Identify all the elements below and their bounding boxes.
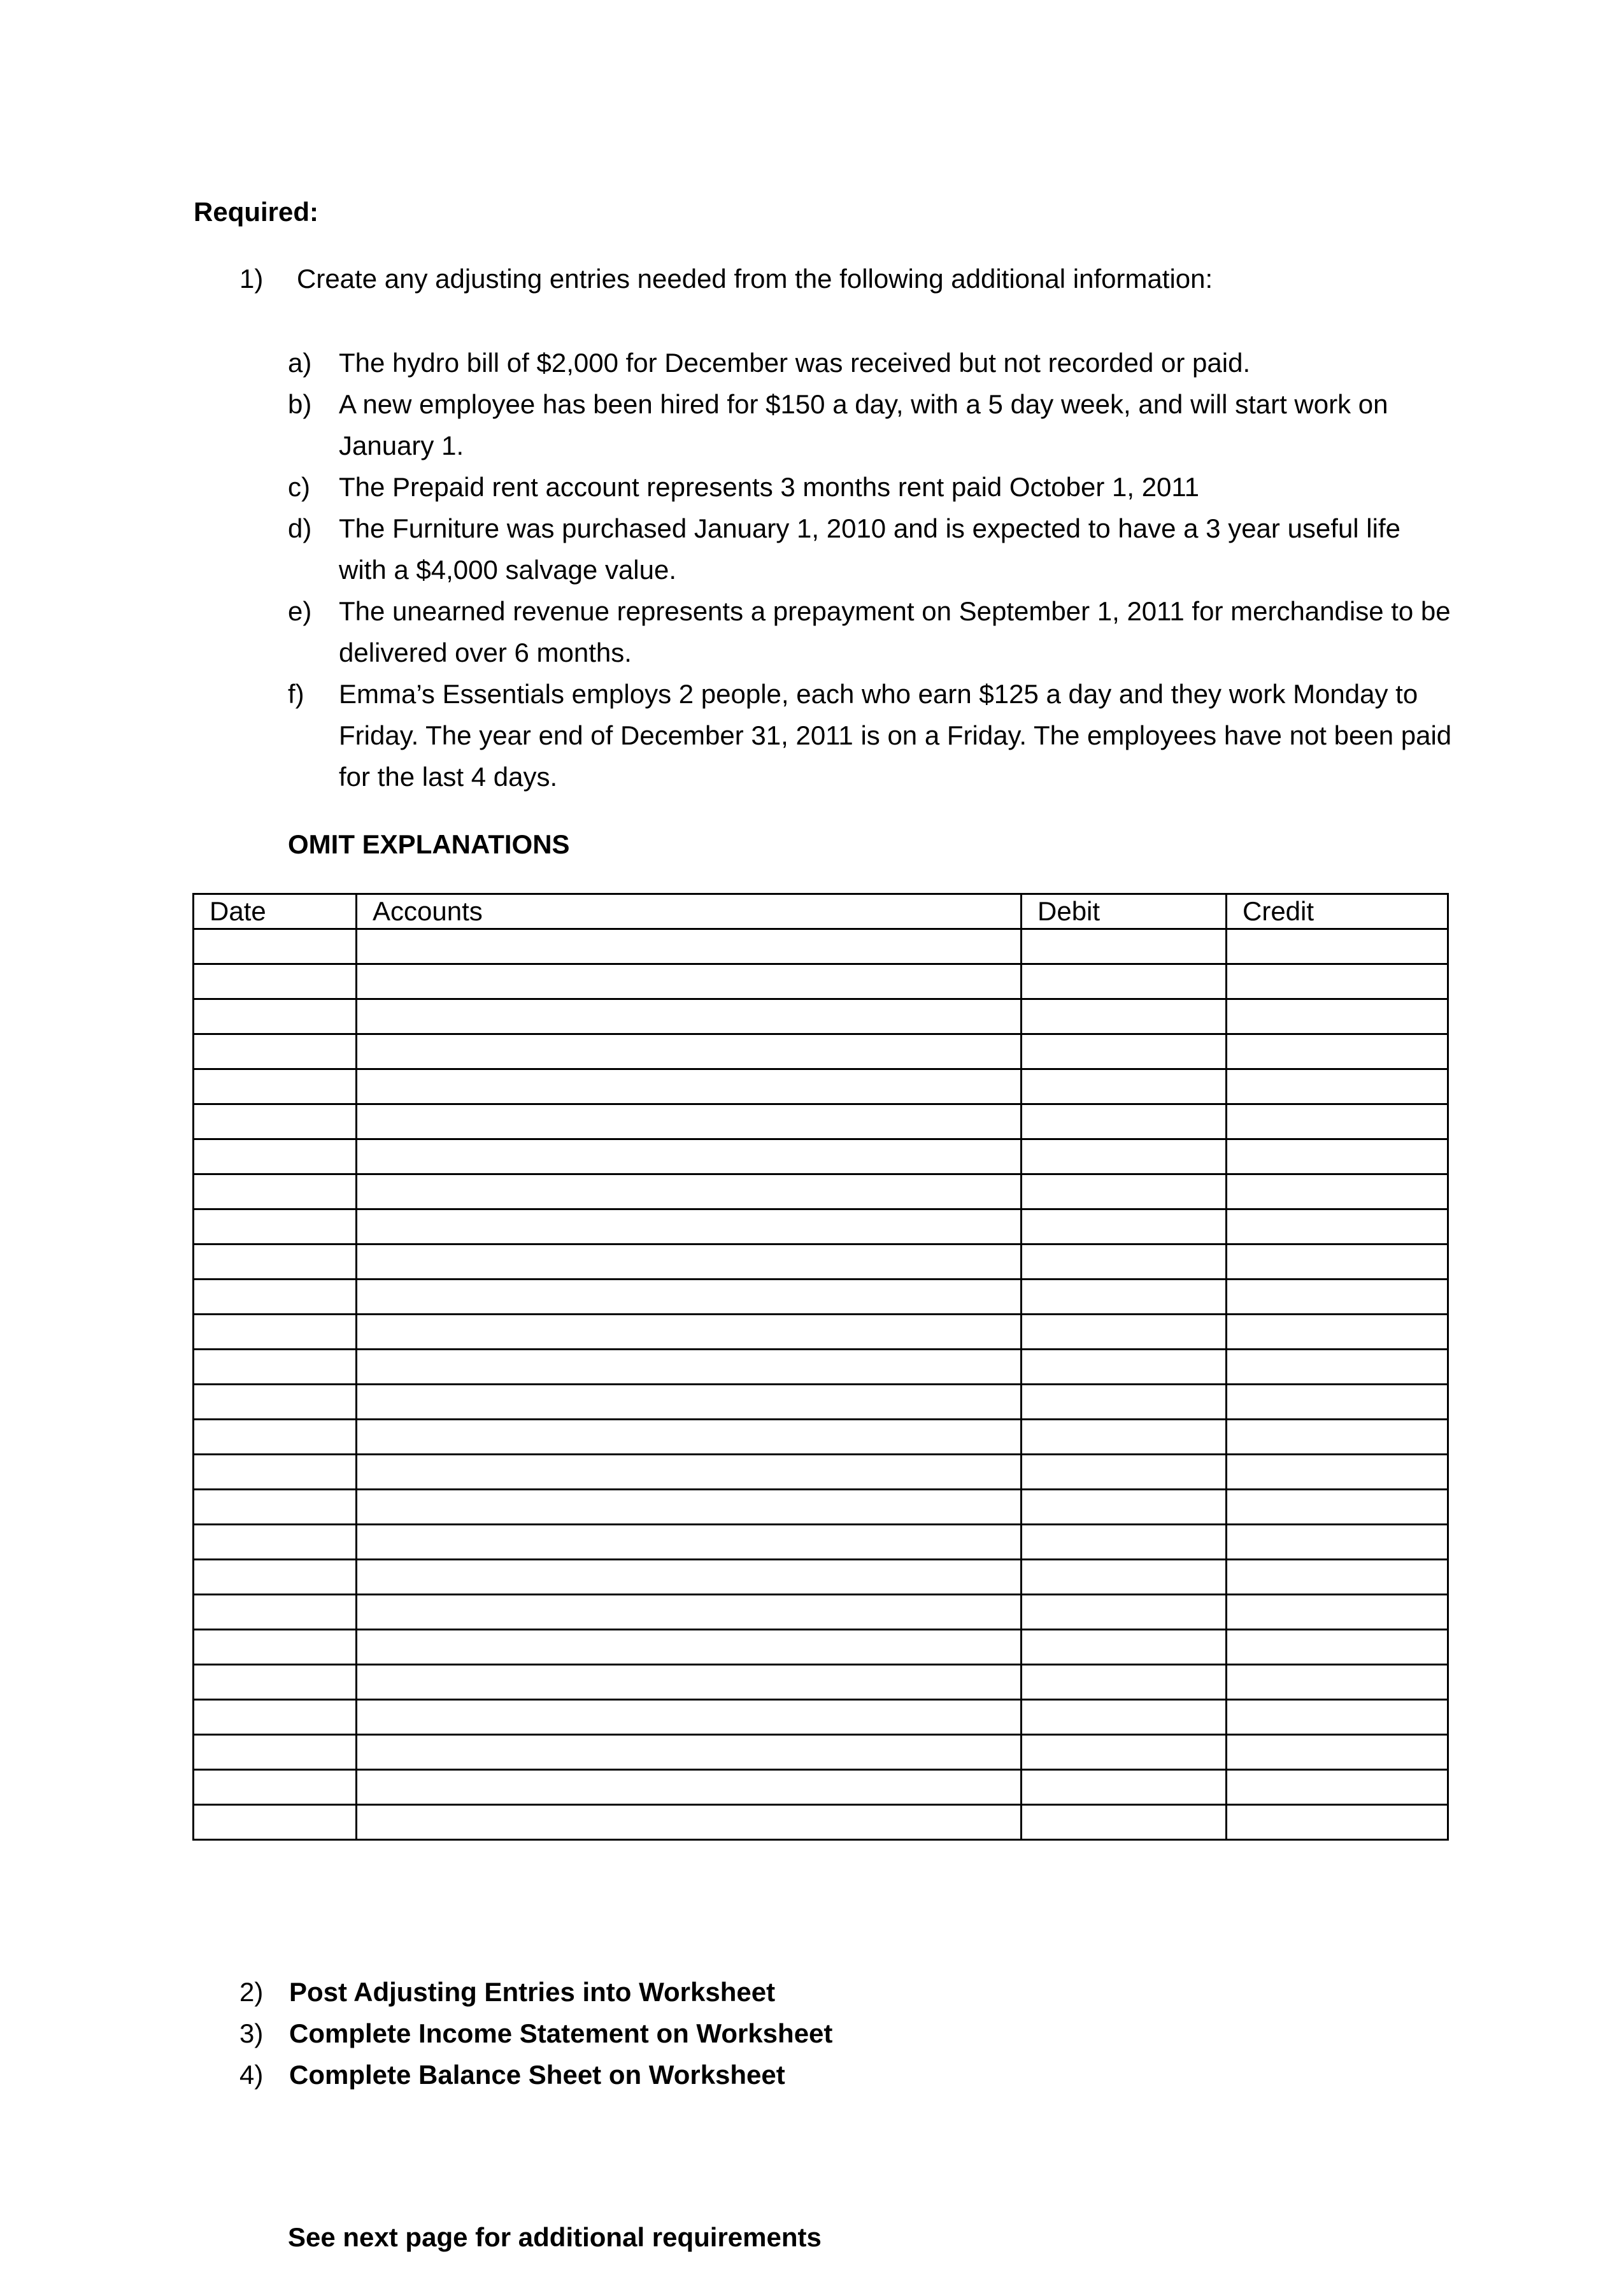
cell-debit[interactable] [1022, 1630, 1227, 1665]
cell-accounts[interactable] [357, 1280, 1022, 1315]
table-row [194, 1420, 1448, 1455]
cell-credit[interactable] [1227, 1034, 1448, 1069]
list-item-letter: a) [288, 348, 312, 378]
journal-table-body [194, 929, 1448, 1840]
list-item-text: The hydro bill of $2,000 for December was received but not recorded or paid. [339, 348, 1251, 378]
cell-date[interactable] [194, 964, 357, 999]
cell-accounts[interactable] [357, 1069, 1022, 1104]
table-row [194, 1770, 1448, 1805]
cell-debit[interactable] [1022, 1490, 1227, 1525]
cell-credit[interactable] [1227, 1700, 1448, 1735]
cell-credit[interactable] [1227, 1630, 1448, 1665]
table-row [194, 1244, 1448, 1280]
list-item [288, 383, 1453, 466]
followup-number: 4) [239, 2060, 264, 2090]
followup-number: 3) [239, 2018, 264, 2048]
table-row [194, 1560, 1448, 1595]
cell-credit[interactable] [1227, 964, 1448, 999]
cell-credit[interactable] [1227, 1560, 1448, 1595]
table-row [194, 1735, 1448, 1770]
question-1-text: Create any adjusting entries needed from the following additional information: [297, 264, 1213, 294]
cell-credit[interactable] [1227, 1350, 1448, 1385]
list-item-letter: b) [288, 389, 312, 419]
cell-accounts[interactable] [357, 1350, 1022, 1385]
cell-credit[interactable] [1227, 1735, 1448, 1770]
cell-debit[interactable] [1022, 1139, 1227, 1174]
cell-date[interactable] [194, 999, 357, 1034]
cell-date[interactable] [194, 1069, 357, 1104]
column-header-accounts: Accounts [357, 894, 1022, 929]
table-row [194, 1630, 1448, 1665]
cell-date[interactable] [194, 1595, 357, 1630]
cell-accounts[interactable] [357, 964, 1022, 999]
cell-credit[interactable] [1227, 1174, 1448, 1209]
cell-accounts[interactable] [357, 1525, 1022, 1560]
cell-credit[interactable] [1227, 1385, 1448, 1420]
cell-credit[interactable] [1227, 1455, 1448, 1490]
cell-date[interactable] [194, 929, 357, 964]
cell-debit[interactable] [1022, 1174, 1227, 1209]
cell-accounts[interactable] [357, 1630, 1022, 1665]
cell-debit[interactable] [1022, 1595, 1227, 1630]
table-row [194, 1034, 1448, 1069]
followup-item [239, 1971, 832, 2013]
table-row [194, 1069, 1448, 1104]
table-row [194, 1385, 1448, 1420]
list-item [288, 342, 1453, 383]
table-row [194, 1139, 1448, 1174]
table-row [194, 929, 1448, 964]
journal-entry-table [192, 893, 1449, 1841]
cell-date[interactable] [194, 1665, 357, 1700]
table-row [194, 1104, 1448, 1139]
list-item-letter: d) [288, 513, 312, 543]
followup-text: Post Adjusting Entries into Worksheet [289, 1977, 776, 2007]
cell-accounts[interactable] [357, 1770, 1022, 1805]
cell-debit[interactable] [1022, 1805, 1227, 1840]
cell-accounts[interactable] [357, 999, 1022, 1034]
cell-debit[interactable] [1022, 1560, 1227, 1595]
cell-date[interactable] [194, 1455, 357, 1490]
column-header-debit: Debit [1022, 894, 1227, 929]
cell-debit[interactable] [1022, 1735, 1227, 1770]
list-item [288, 590, 1453, 673]
cell-credit[interactable] [1227, 1104, 1448, 1139]
cell-accounts[interactable] [357, 1455, 1022, 1490]
cell-debit[interactable] [1022, 964, 1227, 999]
followup-number: 2) [239, 1977, 264, 2007]
cell-debit[interactable] [1022, 1244, 1227, 1280]
table-row [194, 1209, 1448, 1244]
cell-date[interactable] [194, 1700, 357, 1735]
cell-credit[interactable] [1227, 1069, 1448, 1104]
see-next-page-note: See next page for additional requirements [288, 2222, 822, 2252]
omit-explanations-label: OMIT EXPLANATIONS [288, 829, 570, 859]
cell-accounts[interactable] [357, 1560, 1022, 1595]
table-row [194, 1700, 1448, 1735]
followup-text: Complete Income Statement on Worksheet [289, 2018, 833, 2048]
list-item-letter: f) [288, 679, 304, 709]
cell-date[interactable] [194, 1420, 357, 1455]
cell-accounts[interactable] [357, 1209, 1022, 1244]
table-row [194, 1350, 1448, 1385]
question-1 [239, 261, 1213, 297]
cell-credit[interactable] [1227, 1244, 1448, 1280]
table-row [194, 1455, 1448, 1490]
cell-accounts[interactable] [357, 1700, 1022, 1735]
cell-debit[interactable] [1022, 1315, 1227, 1350]
followup-tasks [239, 1971, 832, 2095]
cell-date[interactable] [194, 1560, 357, 1595]
cell-date[interactable] [194, 1104, 357, 1139]
cell-accounts[interactable] [357, 1315, 1022, 1350]
cell-credit[interactable] [1227, 1770, 1448, 1805]
list-item-text: A new employee has been hired for $150 a day, with a 5 day week, and will start work on January 1. [339, 389, 1388, 460]
cell-credit[interactable] [1227, 1665, 1448, 1700]
cell-credit[interactable] [1227, 1490, 1448, 1525]
table-row [194, 1525, 1448, 1560]
cell-debit[interactable] [1022, 1209, 1227, 1244]
cell-debit[interactable] [1022, 1700, 1227, 1735]
cell-credit[interactable] [1227, 1280, 1448, 1315]
followup-item [239, 2013, 832, 2054]
cell-accounts[interactable] [357, 1490, 1022, 1525]
table-row [194, 1280, 1448, 1315]
cell-debit[interactable] [1022, 1770, 1227, 1805]
cell-accounts[interactable] [357, 1174, 1022, 1209]
cell-accounts[interactable] [357, 1735, 1022, 1770]
cell-accounts[interactable] [357, 1595, 1022, 1630]
additional-info-list [288, 342, 1453, 797]
column-header-credit: Credit [1227, 894, 1448, 929]
table-row [194, 1595, 1448, 1630]
table-row [194, 999, 1448, 1034]
cell-debit[interactable] [1022, 1525, 1227, 1560]
cell-debit[interactable] [1022, 1280, 1227, 1315]
cell-debit[interactable] [1022, 1665, 1227, 1700]
list-item-text: Emma’s Essentials employs 2 people, each who earn $125 a day and they work Monday to Friday. The year end of December 31, 2011 is on a Friday. The employees have not been paid for the last 4 days. [339, 679, 1452, 792]
cell-date[interactable] [194, 1350, 357, 1385]
cell-accounts[interactable] [357, 1665, 1022, 1700]
cell-credit[interactable] [1227, 1525, 1448, 1560]
cell-debit[interactable] [1022, 1069, 1227, 1104]
cell-date[interactable] [194, 1525, 357, 1560]
cell-accounts[interactable] [357, 1805, 1022, 1840]
cell-date[interactable] [194, 1315, 357, 1350]
list-item [288, 508, 1453, 590]
list-item [288, 673, 1453, 797]
cell-debit[interactable] [1022, 1420, 1227, 1455]
cell-date[interactable] [194, 1174, 357, 1209]
table-row [194, 1490, 1448, 1525]
cell-date[interactable] [194, 1209, 357, 1244]
cell-debit[interactable] [1022, 1455, 1227, 1490]
table-header-row [194, 894, 1448, 929]
cell-credit[interactable] [1227, 1805, 1448, 1840]
cell-accounts[interactable] [357, 929, 1022, 964]
followup-item [239, 2054, 832, 2095]
list-item-letter: e) [288, 596, 312, 626]
cell-debit[interactable] [1022, 1104, 1227, 1139]
cell-credit[interactable] [1227, 1595, 1448, 1630]
table-row [194, 1315, 1448, 1350]
table-row [194, 964, 1448, 999]
cell-accounts[interactable] [357, 1034, 1022, 1069]
cell-date[interactable] [194, 1034, 357, 1069]
cell-credit[interactable] [1227, 929, 1448, 964]
cell-date[interactable] [194, 1770, 357, 1805]
list-item [288, 466, 1453, 508]
list-item-letter: c) [288, 472, 310, 502]
cell-date[interactable] [194, 1244, 357, 1280]
table-row [194, 1174, 1448, 1209]
cell-credit[interactable] [1227, 1315, 1448, 1350]
cell-debit[interactable] [1022, 999, 1227, 1034]
list-item-text: The Prepaid rent account represents 3 months rent paid October 1, 2011 [339, 472, 1200, 502]
cell-accounts[interactable] [357, 1385, 1022, 1420]
cell-credit[interactable] [1227, 1420, 1448, 1455]
cell-date[interactable] [194, 1735, 357, 1770]
list-item-text: The unearned revenue represents a prepayment on September 1, 2011 for merchandise to be delivered over 6 months. [339, 596, 1451, 667]
cell-credit[interactable] [1227, 1139, 1448, 1174]
question-1-number: 1) [239, 264, 264, 294]
cell-accounts[interactable] [357, 1244, 1022, 1280]
cell-date[interactable] [194, 1280, 357, 1315]
cell-date[interactable] [194, 1630, 357, 1665]
cell-debit[interactable] [1022, 1385, 1227, 1420]
table-row [194, 1805, 1448, 1840]
cell-debit[interactable] [1022, 929, 1227, 964]
cell-date[interactable] [194, 1139, 357, 1174]
cell-accounts[interactable] [357, 1104, 1022, 1139]
cell-credit[interactable] [1227, 999, 1448, 1034]
cell-accounts[interactable] [357, 1420, 1022, 1455]
cell-date[interactable] [194, 1805, 357, 1840]
cell-date[interactable] [194, 1385, 357, 1420]
cell-accounts[interactable] [357, 1139, 1022, 1174]
cell-debit[interactable] [1022, 1350, 1227, 1385]
followup-text: Complete Balance Sheet on Worksheet [289, 2060, 785, 2090]
table-row [194, 1665, 1448, 1700]
required-heading: Required: [194, 197, 319, 227]
cell-debit[interactable] [1022, 1034, 1227, 1069]
cell-credit[interactable] [1227, 1209, 1448, 1244]
column-header-date: Date [194, 894, 357, 929]
cell-date[interactable] [194, 1490, 357, 1525]
list-item-text: The Furniture was purchased January 1, 2010 and is expected to have a 3 year useful life with a $4,000 salvage value. [339, 513, 1400, 585]
